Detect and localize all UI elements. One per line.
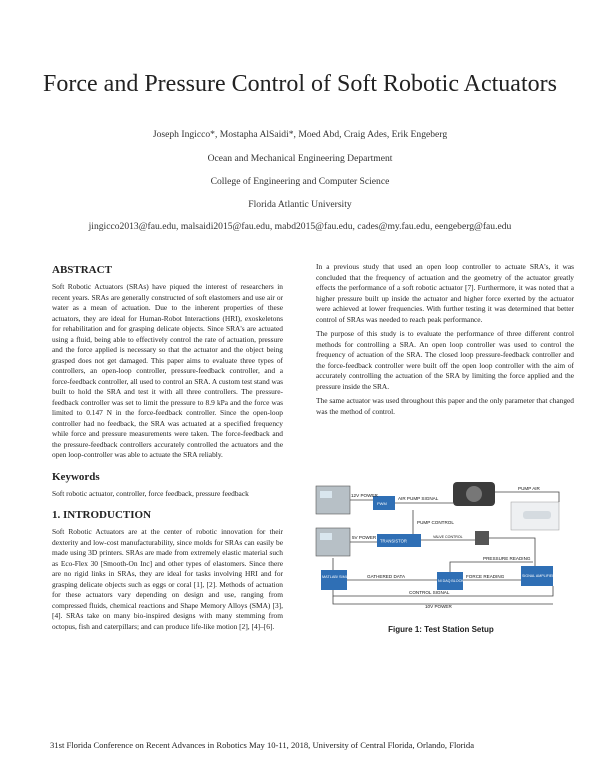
affiliation-university: Florida Atlantic University [248,199,352,210]
keywords-heading: Keywords [52,470,100,483]
label-signal-amplifier: SIGNAL AMPLIFIER [522,574,555,578]
power-supply-12v [316,486,350,514]
keywords-text: Soft robotic actuator, controller, force feedback, pressure feedback [52,488,249,498]
label-pump-control: PUMP CONTROL [417,520,454,525]
abstract-heading: ABSTRACT [52,264,112,276]
introduction-heading: 1. INTRODUCTION [52,509,152,521]
label-force-reading: FORCE READING [466,574,505,579]
right-column [316,262,574,421]
label-matlab-simulink: MATLAB/ SIMULINK [322,575,357,579]
label-12v-power: 12V POWER [351,493,378,498]
author-emails: jingicco2013@fau.edu, malsaidi2015@fau.edu, mabd2015@fau.edu, cades@my.fau.edu, eengeberg@fau.edu [88,221,512,232]
author-list: Joseph Ingicco*, Mostapha AlSaidi*, Moed Abd, Craig Ades, Erik Engeberg [152,129,448,140]
label-air-pump-signal: AIR PUMP SIGNAL [398,496,439,501]
left-column [52,264,283,636]
label-transistor: TRANSISTOR [380,538,407,544]
label-gathered-data: GATHERED DATA [367,574,406,579]
figure-caption: Figure 1: Test Station Setup [388,625,494,634]
valve [475,531,489,545]
intro-paragraph-2: In a previous study that used an open loop controller to actuate SRA's, it was concluded that the frequency of actuation and the geometry of the actuator greatly effects the performance of a soft robotic actuator [7]. Furthermore, it was noted that a higher pressure built up inside the actuator and higher force exerted by the actuator were achieved at lower frequencies. With further testing it was determined that better control of SRAs was needed to reach peak performance. [316,262,574,324]
abstract-text: Soft Robotic Actuators (SRAs) have piqued the interest of researchers in recent years. SRAs are generally constructed of soft elastomers and use air or water as a mean of actuation. Due to the inherent properties of these actuators, they are ideal for Human-Robot Interactions (HRI), exoskeletons for rehabilitation and for grasping delicate objects. Since SRA's are actuated using a fluid, being able to effectively control the rate of actuation, pressure and the force applied is necessary so that the actuator and the object being grasped does not get damaged. This paper aims to evaluate three types of controllers, an open-loop controller, pressure-feedback controller, and a force-feedback controller, all used to control an SRA. A custom test stand was built to hold the SRA and test it with all three controllers. The pressure-feedback controller was set to limit the pressure to 8.9 kPa and the force was limited to 0.147 N in the force-feedback controller. Since the open-loop controller had no feedback, the SRA was actuated at a specified frequency while force and pressure measurements were taken. The force-feedback and the pressure-feedback controllers accurately controlled the actuators and the open loop-controller was able to actuate the SRA reliably. [52,282,283,459]
label-pwm: PWM [377,501,387,506]
label-ni-daq-block: NI DAQ BLOCK [438,579,464,583]
page-footer: 31st Florida Conference on Recent Advances in Robotics May 10-11, 2018, University of Central Florida, Orlando, Florida [50,740,475,750]
matlab-simulink-block [321,570,347,590]
affiliation-department: Ocean and Mechanical Engineering Department [207,153,393,164]
intro-paragraph-1: Soft Robotic Actuators are at the center of robotic innovation for their dexterity and low-cost manufacturability, since molds for SRAs can easily be made using 3D printers. SRAs are made from extremely elastic material such as Eco-Flex 30 [Smooth-On Inc] and other types of elastomers. Since there are no rigid links in SRAs, they are ideal for tasks involving HRI and for grasping delicate objects such as eggs or coral [1], [2]. Methods of actuation for these actuators vary depending on design and use, ranging from compressed fluids, chemical reactions and Shape Memory Alloys (SMA) [3], [4]. SRAs take on many bio-inspired designs with many stemming from octopus, fish and caterpillars; and can produce life-like motion [2], [4]–[6]. [52,527,283,631]
intro-paragraph-4: The same actuator was used throughout this paper and the only parameter that changed was the method of control. [316,396,574,416]
paper-title: Force and Pressure Control of Soft Robotic Actuators [43,71,557,97]
label-pressure-reading: PRESSURE READING [483,556,531,561]
label-pump-air: PUMP AIR [518,486,540,491]
label-10v-power: 10V POWER [425,604,452,609]
power-supply-5v [316,528,350,556]
affiliation-college: College of Engineering and Computer Science [210,176,390,187]
test-station-diagram [313,478,573,610]
label-5v-power: 5V POWER [352,535,377,540]
label-control-signal: CONTROL SIGNAL [409,590,450,595]
intro-paragraph-3: The purpose of this study is to evaluate the performance of three different control methods for controlling a SRA. An open loop controller was used to control the frequency of actuation of the SRA. The closed loop pressure-feedback controller and the force-feedback controller were built off the open loop controller with the aim of accurately controlling the actuation of the SRA by limiting the force applied and the pressure inside the SRA. [316,329,574,391]
label-valve-control: VALVE CONTROL [433,535,463,539]
